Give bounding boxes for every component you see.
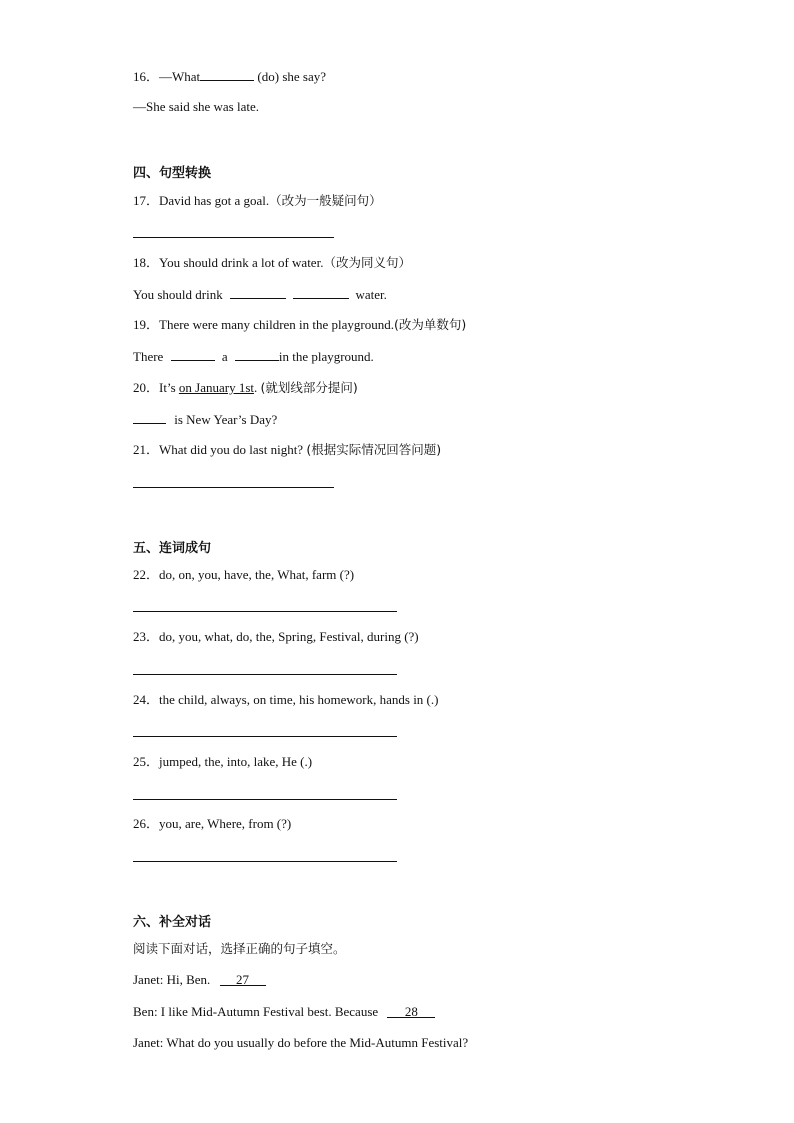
- question-18: [133, 255, 411, 271]
- question-text: There were many children in the playground.: [159, 317, 395, 332]
- question-text: What did you do last night?: [159, 442, 304, 457]
- dialog-line-1: [133, 972, 266, 988]
- dialog-line-3: Janet: What do you usually do before the Mid-Autumn Festival?: [133, 1035, 469, 1050]
- question-26: [133, 816, 291, 832]
- fill-line-19: [133, 348, 374, 365]
- answer-line[interactable]: [133, 487, 334, 488]
- question-number: 25．: [133, 754, 160, 769]
- question-19: [133, 317, 466, 333]
- section-instruction: 阅读下面对话，选择正确的句子填空。: [133, 941, 346, 956]
- answer-line[interactable]: [133, 611, 397, 612]
- fill-text: You should drink: [133, 287, 223, 302]
- question-16: [133, 68, 326, 85]
- question-text: David has got a goal.: [159, 193, 270, 208]
- fill-blank[interactable]: [293, 286, 349, 299]
- fill-text: water.: [355, 287, 387, 302]
- question-text: .: [254, 380, 258, 395]
- question-number: 18．: [133, 255, 160, 270]
- blank-28[interactable]: 28: [387, 1005, 435, 1018]
- question-text: You should drink a lot of water.: [159, 255, 324, 270]
- underlined-phrase: on January 1st: [178, 380, 254, 395]
- dialog-text: Ben: I like Mid-Autumn Festival best. Because: [133, 1004, 379, 1019]
- question-number: 26．: [133, 816, 160, 831]
- question-17: [133, 193, 382, 209]
- question-number: 21．: [133, 442, 160, 457]
- fill-blank[interactable]: [200, 68, 254, 81]
- fill-line-18: [133, 286, 387, 303]
- dialog-text: Janet: Hi, Ben.: [133, 972, 211, 987]
- answer-line[interactable]: [133, 799, 397, 800]
- section-title: 五、连词成句: [133, 541, 212, 556]
- section-title: 四、句型转换: [133, 166, 212, 181]
- instruction: （改为一般疑问句）: [269, 193, 382, 208]
- question-number: 22．: [133, 567, 160, 582]
- fill-text: a: [221, 349, 228, 364]
- answer-line[interactable]: [133, 861, 397, 862]
- answer-text: —She said she was late.: [133, 99, 260, 114]
- fill-text: in the playground.: [278, 349, 374, 364]
- fill-blank[interactable]: [235, 348, 279, 361]
- fill-line-20: [133, 411, 277, 428]
- question-text: the child, always, on time, his homework, hands in (.): [159, 692, 439, 707]
- fill-blank[interactable]: [133, 411, 166, 424]
- question-number: 16．: [133, 69, 160, 84]
- question-text: jumped, the, into, lake, He (.): [159, 754, 313, 769]
- instruction: (根据实际情况回答问题): [306, 442, 442, 457]
- answer-line[interactable]: [133, 736, 397, 737]
- question-number: 19．: [133, 317, 160, 332]
- question-24: [133, 692, 438, 708]
- question-number: 17．: [133, 193, 160, 208]
- question-25: [133, 754, 312, 770]
- question-text: It’s: [159, 380, 179, 395]
- blank-27[interactable]: 27: [220, 973, 266, 986]
- fill-blank[interactable]: [171, 348, 215, 361]
- question-text: (do) she say?: [254, 69, 327, 84]
- fill-text: is New Year’s Day?: [174, 412, 278, 427]
- question-number: 23．: [133, 629, 160, 644]
- question-text: —What: [159, 69, 201, 84]
- question-20: [133, 380, 358, 396]
- question-23: [133, 629, 419, 645]
- question-text: do, on, you, have, the, What, farm (?): [159, 567, 355, 582]
- answer-line[interactable]: [133, 674, 397, 675]
- fill-blank[interactable]: [230, 286, 286, 299]
- section-title: 六、补全对话: [133, 915, 212, 930]
- instruction: （改为同义句）: [323, 255, 411, 270]
- answer-line[interactable]: [133, 237, 334, 238]
- question-text: do, you, what, do, the, Spring, Festival, during (?): [159, 629, 419, 644]
- question-number: 20．: [133, 380, 160, 395]
- question-22: [133, 567, 354, 583]
- instruction: (改为单数句): [394, 317, 467, 332]
- question-text: you, are, Where, from (?): [159, 816, 292, 831]
- question-21: [133, 442, 441, 458]
- instruction: (就划线部分提问): [260, 380, 358, 395]
- dialog-line-2: [133, 1004, 435, 1020]
- question-number: 24．: [133, 692, 160, 707]
- fill-text: There: [133, 349, 164, 364]
